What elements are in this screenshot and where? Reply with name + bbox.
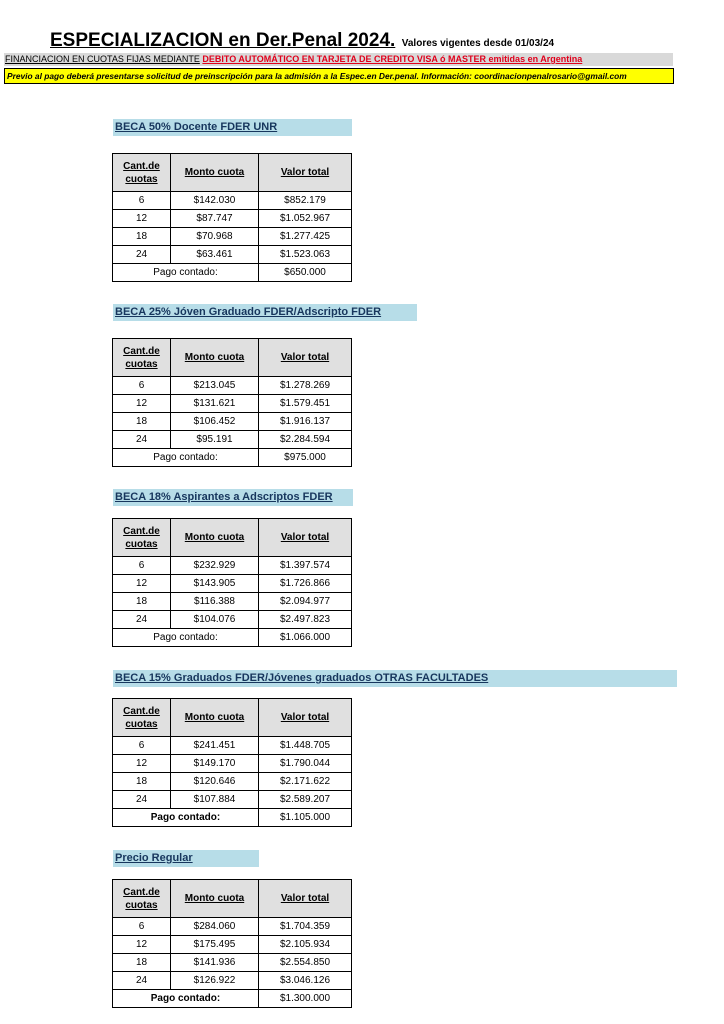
section-title: BECA 50% Docente FDER UNR [115,121,278,133]
financing-lead: FINANCIACION EN CUOTAS FIJAS MEDIANTE [5,54,200,64]
cell-cuotas: 6 [113,737,171,755]
cell-cuotas: 12 [113,575,171,593]
cell-cuotas: 12 [113,395,171,413]
cell-monto: $95.191 [171,431,259,449]
cell-total: $2.284.594 [259,431,352,449]
fee-table [112,518,352,647]
pago-contado-row [113,809,352,827]
cell-total: $1.448.705 [259,737,352,755]
pago-contado-value: $1.066.000 [259,629,352,647]
cell-total: $2.589.207 [259,791,352,809]
financing-highlight: DEBITO AUTOMÁTICO EN TARJETA DE CREDITO VISA ó MASTER emitidas en Argentina [202,54,583,64]
cell-total: $2.554.850 [259,954,352,972]
table-header-row [113,699,352,737]
section-heading [113,304,417,321]
cell-total: $1.790.044 [259,755,352,773]
pago-contado-label: Pago contado: [113,629,259,647]
cell-cuotas: 18 [113,413,171,431]
cell-cuotas: 18 [113,773,171,791]
fee-table [112,698,352,827]
pago-contado-value: $975.000 [259,449,352,467]
section-title: BECA 25% Jóven Graduado FDER/Adscripto FDER [115,306,382,318]
pago-contado-value: $1.105.000 [259,809,352,827]
cell-cuotas: 24 [113,611,171,629]
cell-monto: $241.451 [171,737,259,755]
cell-total: $1.916.137 [259,413,352,431]
cell-monto: $104.076 [171,611,259,629]
cell-total: $1.052.967 [259,210,352,228]
cell-monto: $213.045 [171,377,259,395]
section-title: Precio Regular [115,852,193,864]
col-header-cuotas: Cant.de cuotas [113,154,171,192]
table-row [113,773,352,791]
cell-total: $1.579.451 [259,395,352,413]
cell-monto: $175.495 [171,936,259,954]
cell-cuotas: 12 [113,210,171,228]
pago-contado-row [113,990,352,1008]
cell-monto: $232.929 [171,557,259,575]
cell-cuotas: 12 [113,755,171,773]
cell-monto: $120.646 [171,773,259,791]
table-row [113,192,352,210]
cell-monto: $106.452 [171,413,259,431]
table-row [113,413,352,431]
cell-total: $3.046.126 [259,972,352,990]
pago-contado-label: Pago contado: [113,264,259,282]
cell-cuotas: 6 [113,918,171,936]
cell-monto: $116.388 [171,593,259,611]
cell-monto: $142.030 [171,192,259,210]
validity-date: Valores vigentes desde 01/03/24 [401,38,555,49]
cell-monto: $141.936 [171,954,259,972]
cell-total: $1.278.269 [259,377,352,395]
section-heading [113,670,677,687]
cell-cuotas: 24 [113,431,171,449]
pago-contado-value: $1.300.000 [259,990,352,1008]
section-heading [113,850,259,867]
col-header-monto: Monto cuota [171,880,259,918]
section-title: BECA 15% Graduados FDER/Jóvenes graduados OTRAS FACULTADES [115,672,489,684]
cell-total: $1.523.063 [259,246,352,264]
cell-total: $1.397.574 [259,557,352,575]
cell-cuotas: 6 [113,377,171,395]
pago-contado-row [113,264,352,282]
page-title [50,30,554,52]
table-row [113,954,352,972]
document-title: ESPECIALIZACION en Der.Penal 2024. [50,30,396,51]
table-row [113,246,352,264]
cell-total: $852.179 [259,192,352,210]
cell-total: $1.277.425 [259,228,352,246]
pago-contado-row [113,449,352,467]
table-row [113,936,352,954]
section-title: BECA 18% Aspirantes a Adscriptos FDER [115,491,333,503]
cell-total: $1.704.359 [259,918,352,936]
pago-contado-label: Pago contado: [113,809,259,827]
col-header-total: Valor total [259,519,352,557]
cell-cuotas: 6 [113,192,171,210]
table-row [113,557,352,575]
table-row [113,395,352,413]
cell-total: $2.094.977 [259,593,352,611]
col-header-total: Valor total [259,880,352,918]
preinscription-notice: Previo al pago deberá presentarse solicitud de preinscripción para la admisión a la Espec.en Der.penal. Información: coordinacionpenalrosario@gmail.com [4,68,674,84]
financing-bar [4,53,673,66]
pago-contado-label: Pago contado: [113,990,259,1008]
cell-total: $2.171.622 [259,773,352,791]
table-row [113,611,352,629]
table-row [113,972,352,990]
cell-monto: $63.461 [171,246,259,264]
col-header-total: Valor total [259,699,352,737]
cell-cuotas: 18 [113,954,171,972]
pago-contado-value: $650.000 [259,264,352,282]
col-header-total: Valor total [259,154,352,192]
fee-table [112,153,352,282]
cell-total: $1.726.866 [259,575,352,593]
table-row [113,228,352,246]
pago-contado-row [113,629,352,647]
col-header-total: Valor total [259,339,352,377]
section-heading [113,119,352,136]
cell-cuotas: 24 [113,791,171,809]
col-header-cuotas: Cant.de cuotas [113,880,171,918]
col-header-cuotas: Cant.de cuotas [113,519,171,557]
cell-total: $2.105.934 [259,936,352,954]
table-row [113,593,352,611]
table-row [113,755,352,773]
col-header-monto: Monto cuota [171,339,259,377]
table-row [113,210,352,228]
col-header-monto: Monto cuota [171,154,259,192]
table-header-row [113,880,352,918]
table-row [113,377,352,395]
cell-monto: $87.747 [171,210,259,228]
table-row [113,431,352,449]
cell-monto: $143.905 [171,575,259,593]
table-header-row [113,339,352,377]
cell-cuotas: 18 [113,228,171,246]
col-header-monto: Monto cuota [171,519,259,557]
cell-monto: $126.922 [171,972,259,990]
cell-monto: $149.170 [171,755,259,773]
cell-cuotas: 18 [113,593,171,611]
cell-cuotas: 24 [113,246,171,264]
cell-total: $2.497.823 [259,611,352,629]
cell-monto: $107.884 [171,791,259,809]
cell-monto: $131.621 [171,395,259,413]
table-row [113,791,352,809]
col-header-cuotas: Cant.de cuotas [113,339,171,377]
cell-cuotas: 12 [113,936,171,954]
cell-cuotas: 6 [113,557,171,575]
cell-monto: $70.968 [171,228,259,246]
cell-monto: $284.060 [171,918,259,936]
fee-table [112,879,352,1008]
table-row [113,575,352,593]
section-heading [113,489,353,506]
col-header-monto: Monto cuota [171,699,259,737]
table-row [113,918,352,936]
col-header-cuotas: Cant.de cuotas [113,699,171,737]
cell-cuotas: 24 [113,972,171,990]
fee-table [112,338,352,467]
table-row [113,737,352,755]
pago-contado-label: Pago contado: [113,449,259,467]
table-header-row [113,519,352,557]
table-header-row [113,154,352,192]
